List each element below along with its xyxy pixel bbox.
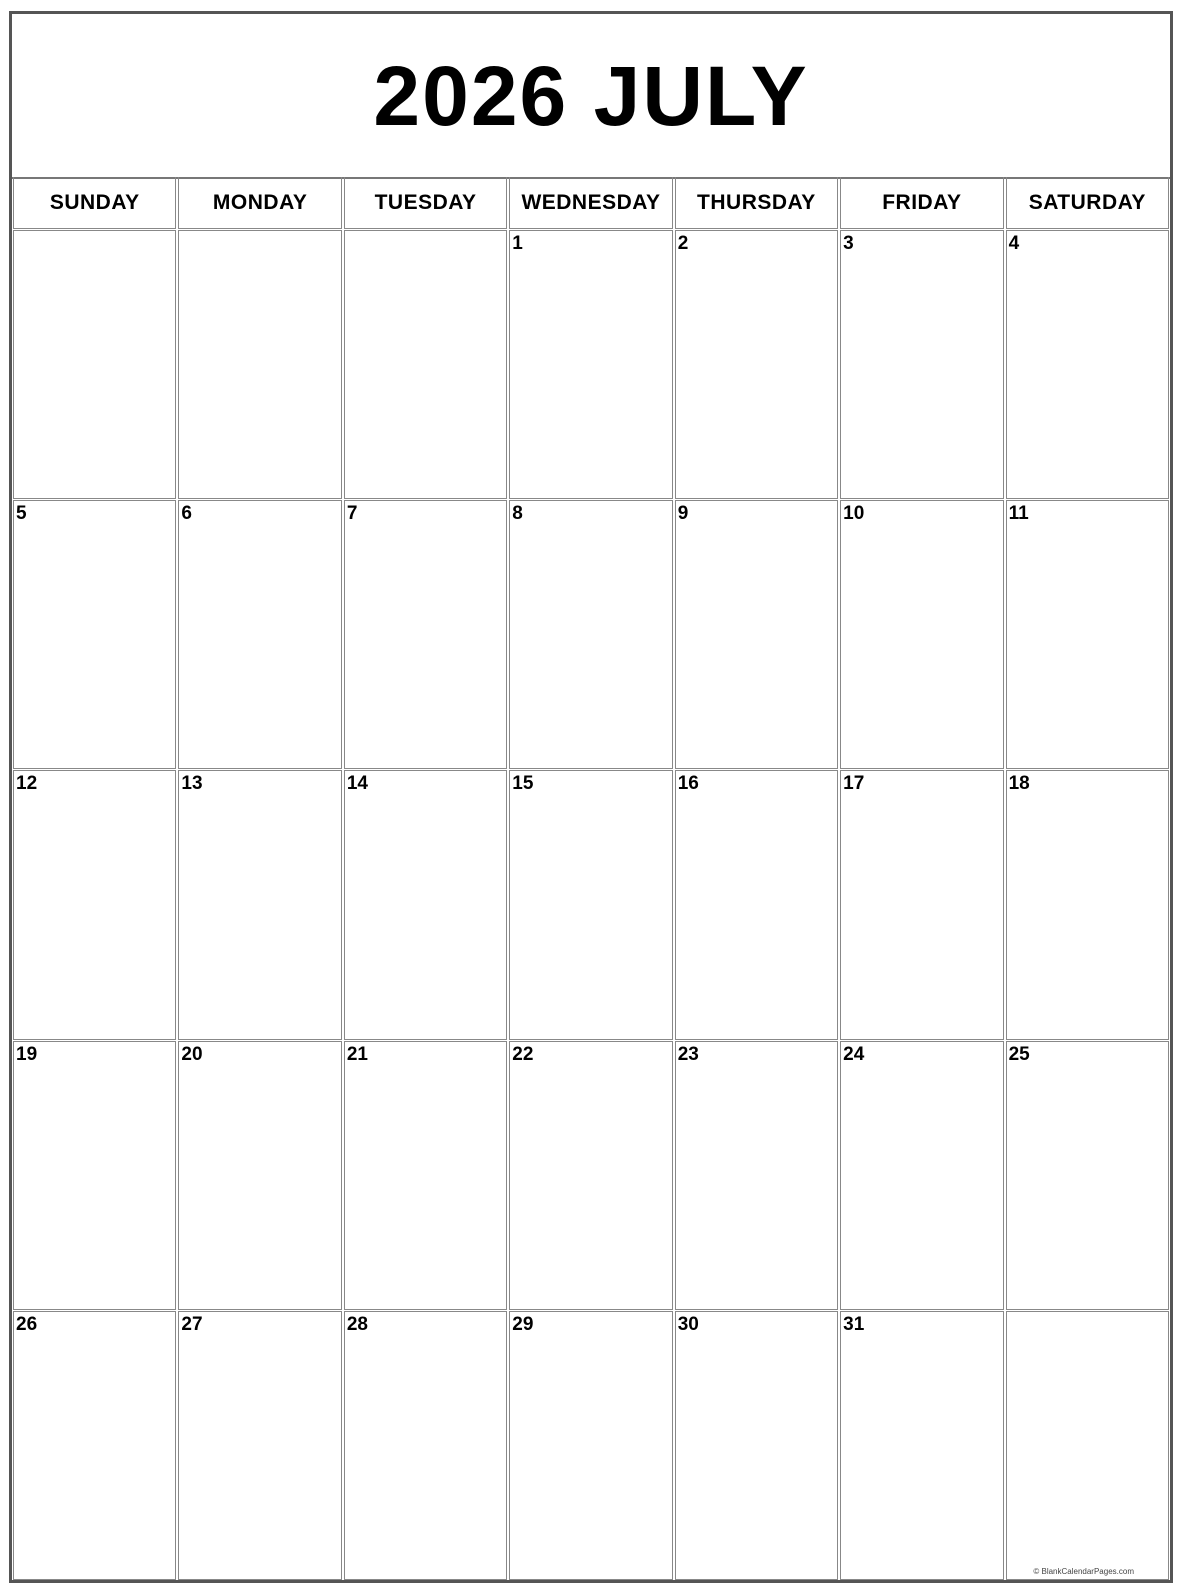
day-cell	[178, 230, 341, 499]
day-number: 28	[346, 1313, 368, 1335]
day-cell	[840, 1311, 1003, 1580]
day-cell	[840, 500, 1003, 769]
calendar-frame	[9, 11, 1173, 1583]
day-number: 19	[16, 1043, 38, 1065]
calendar-title-box	[12, 14, 1170, 179]
weekday-header-wednesday: WEDNESDAY	[509, 177, 672, 229]
credit-text: © BlankCalendarPages.com	[1033, 1567, 1134, 1576]
day-cell	[178, 1041, 341, 1310]
day-number: 23	[677, 1043, 699, 1065]
day-cell	[344, 1041, 507, 1310]
day-cell	[840, 1041, 1003, 1310]
day-cell	[178, 770, 341, 1039]
day-cell	[344, 1311, 507, 1580]
day-cell	[1006, 1041, 1169, 1310]
day-number: 30	[677, 1313, 699, 1335]
day-cell	[675, 230, 838, 499]
day-number: 13	[181, 773, 203, 795]
weekday-header-saturday: SATURDAY	[1006, 177, 1169, 229]
day-cell	[344, 500, 507, 769]
day-number: 7	[346, 503, 358, 525]
day-number: 29	[512, 1313, 534, 1335]
day-number: 25	[1008, 1043, 1030, 1065]
weekday-header-friday: FRIDAY	[840, 177, 1003, 229]
day-number: 22	[512, 1043, 534, 1065]
day-cell	[178, 1311, 341, 1580]
day-cell	[178, 500, 341, 769]
day-number: 1	[512, 233, 523, 254]
day-cell	[13, 1041, 176, 1310]
day-number: 26	[16, 1313, 38, 1335]
day-cell	[1006, 230, 1169, 499]
day-cell	[1006, 1311, 1169, 1580]
day-number: 21	[346, 1043, 368, 1065]
day-cell	[1006, 770, 1169, 1039]
day-number: 3	[843, 233, 854, 254]
weekday-header-sunday: SUNDAY	[13, 177, 176, 229]
day-number: 9	[677, 503, 689, 525]
day-number: 31	[843, 1313, 865, 1335]
weekday-header-tuesday: TUESDAY	[344, 177, 507, 229]
weekday-header-monday: MONDAY	[178, 177, 341, 229]
day-cell	[675, 1041, 838, 1310]
day-cell	[13, 1311, 176, 1580]
day-number: 15	[512, 773, 534, 795]
day-number: 4	[1008, 233, 1020, 254]
day-cell	[840, 230, 1003, 499]
day-cell	[344, 230, 507, 499]
day-cell	[840, 770, 1003, 1039]
day-cell	[13, 770, 176, 1039]
calendar-title: 2026 JULY	[373, 48, 809, 143]
day-number: 12	[16, 773, 38, 795]
day-cell	[509, 230, 672, 499]
weekday-header-thursday: THURSDAY	[675, 177, 838, 229]
day-number: 6	[181, 503, 192, 525]
day-number: 5	[16, 503, 27, 525]
day-number: 24	[843, 1043, 865, 1065]
day-cell	[13, 230, 176, 499]
day-number: 20	[181, 1043, 203, 1065]
day-number: 14	[346, 773, 368, 795]
day-cell	[509, 770, 672, 1039]
day-number: 16	[677, 773, 699, 795]
day-number: 8	[512, 503, 523, 525]
day-number: 17	[843, 773, 865, 795]
day-cell	[675, 500, 838, 769]
day-cell	[1006, 500, 1169, 769]
day-number: 11	[1008, 503, 1029, 525]
day-cell	[13, 500, 176, 769]
day-cell	[509, 500, 672, 769]
day-cell	[509, 1041, 672, 1310]
day-number: 27	[181, 1313, 203, 1335]
day-number: 2	[677, 233, 689, 254]
day-number: 10	[843, 503, 865, 525]
day-cell	[344, 770, 507, 1039]
day-cell	[675, 1311, 838, 1580]
day-cell	[675, 770, 838, 1039]
day-cell	[509, 1311, 672, 1580]
day-number: 18	[1008, 773, 1030, 795]
calendar-grid	[12, 177, 1170, 1580]
